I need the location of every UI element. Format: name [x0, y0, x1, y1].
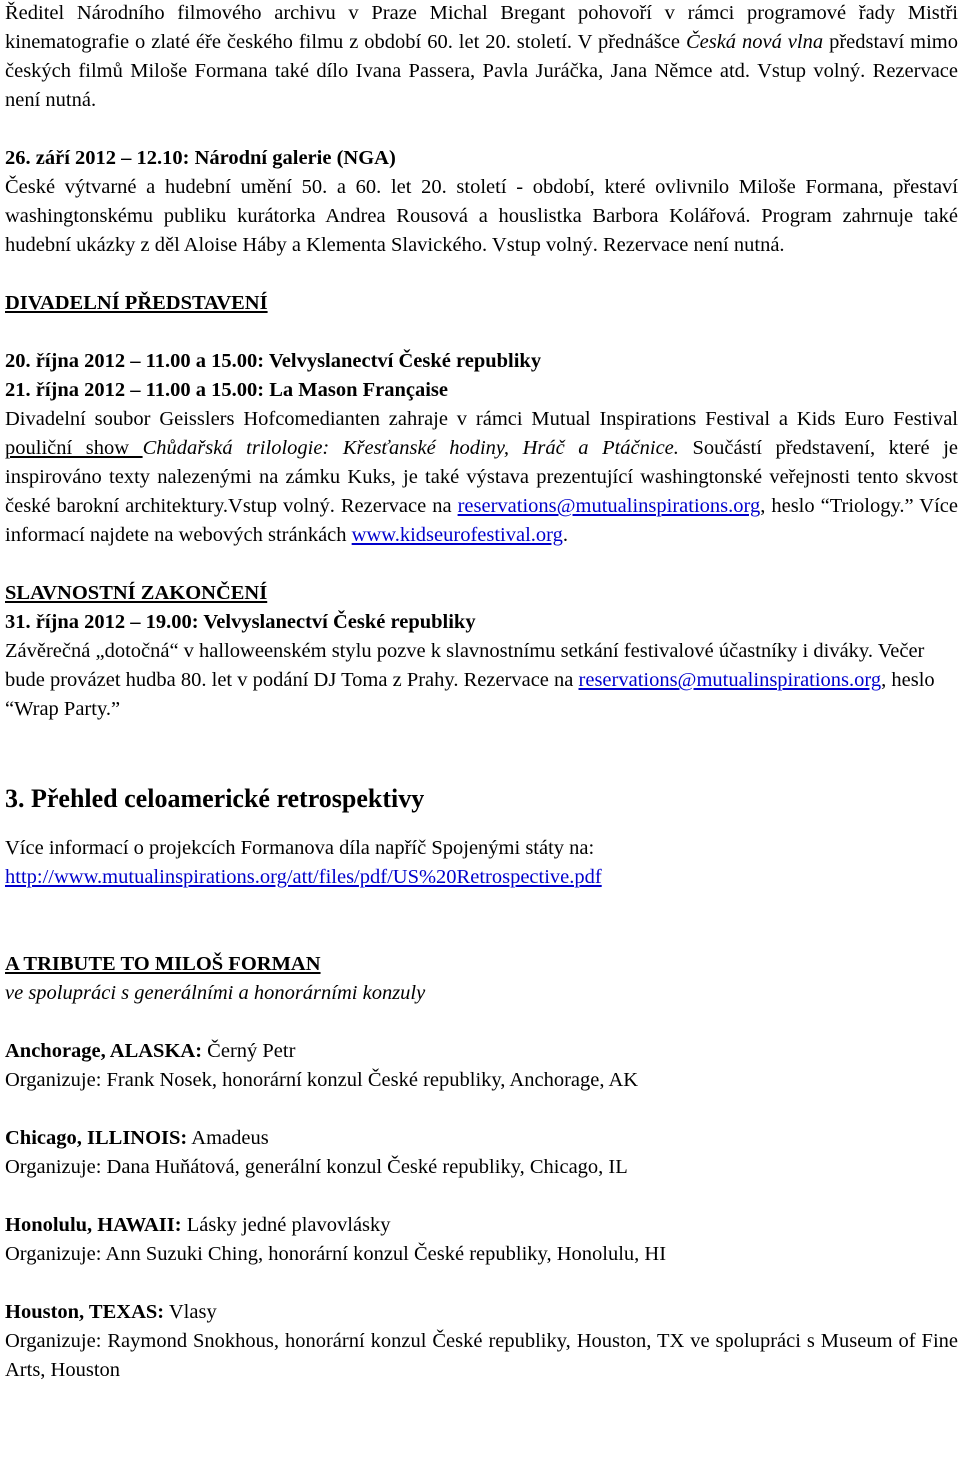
city-organizer: Organizuje: Frank Nosek, honorární konzul České republiky, Anchorage, AK	[5, 1069, 639, 1091]
kidseurofestival-link[interactable]: www.kidseurofestival.org	[351, 524, 563, 546]
city-organizer: Organizuje: Dana Huňátová, generální konzul České republiky, Chicago, IL	[5, 1156, 628, 1178]
city-place: Honolulu, HAWAII:	[5, 1214, 182, 1236]
ngа-event-body: České výtvarné a hudební umění 50. a 60. let 20. století - období, které ovlivnilo Miloše Formana, přestaví washingtonskému publiku kurátorka Andrea Rousová a houslistka Barbora Kolářová. Program zahrnuje také hudební ukázky z děl Aloise Háby a Klementa Slavického. Vstup volný. Rezervace není nutná.	[5, 176, 958, 256]
city-film: Amadeus	[187, 1127, 269, 1149]
city-film: Lásky jedné plavovlásky	[181, 1214, 391, 1236]
theatre-body	[5, 405, 958, 550]
theatre-body-b: pouliční show	[5, 437, 143, 459]
theatre-date-2: 21. října 2012 – 11.00 a 15.00: La Mason Française	[5, 379, 449, 401]
city-organizer: Organizuje: Raymond Snokhous, honorární konzul České republiky, Houston, TX ve spolupráci s Museum of Fine Arts, Houston	[5, 1330, 958, 1381]
tribute-title: A TRIBUTE TO MILOŠ FORMAN	[5, 953, 321, 975]
overview-url-line	[5, 863, 958, 892]
closing-email-link[interactable]: reservations@mutualinspirations.org	[578, 669, 882, 691]
tribute-subtitle: ve spolupráci s generálními a honorárními konzuly	[5, 982, 426, 1004]
theatre-email-link[interactable]: reservations@mutualinspirations.org	[457, 495, 761, 517]
intro-text-2: představí mimo českých filmů Miloše Formana také dílo Ivana Passera, Pavla Juráčka, Jana Němce atd. Vstup volný. Rezervace není nutná.	[5, 31, 959, 111]
theatre-body-d: , heslo “Triology.” Více informací najdete na webových stránkách	[5, 495, 958, 546]
intro-text-1: Ředitel Národního filmového archivu v Praze Michal Bregant pohovoří v rámci programové řady Mistři kinematografie o zlaté éře českého filmu z období 60. let 20. století. V přednášce	[5, 2, 958, 53]
closing-date: 31. října 2012 – 19.00: Velvyslanectví České republiky	[5, 611, 476, 633]
overview-body: Více informací o projekcích Formanova díla napříč Spojenými státy na:	[5, 837, 595, 859]
theatre-show-title: Chůdařská trilologie: Křesťanské hodiny, Hráč a Ptáčnice.	[142, 437, 679, 459]
city-place: Chicago, ILLINOIS:	[5, 1127, 188, 1149]
theatre-section-title: DIVADELNÍ PŘEDSTAVENÍ	[5, 292, 268, 314]
closing-body-a: Závěrečná „dotočná“ v halloweenském stylu pozve k slavnostnímu setkání festivalové účastníky i diváky. Večer bude provázet hudba 80. let v podání DJ Toma z Prahy. Rezervace na	[5, 640, 925, 691]
theatre-body-a: Divadelní soubor Geisslers Hofcomedianten zahraje v rámci Mutual Inspirations Festival a Kids Euro Festival	[5, 408, 958, 430]
closing-body	[5, 637, 958, 724]
city-line	[5, 1298, 958, 1327]
document-page	[5, 0, 958, 1385]
city-place: Houston, TEXAS:	[5, 1301, 165, 1323]
theatre-body-c: Součástí představení, které je inspirováno texty nalezenými na zámku Kuks, je také výstava prezentující washingtonské veřejnosti tento skvost české barokní architektury.Vstup volný. Rezervace na	[5, 437, 959, 517]
ngа-event-heading: 26. září 2012 – 12.10: Národní galerie (NGA)	[5, 147, 396, 169]
overview-title: 3. Přehled celoamerické retrospektivy	[5, 784, 425, 813]
tribute-city-houston	[5, 1298, 958, 1385]
closing-body-b: , heslo “Wrap Party.”	[5, 669, 935, 720]
city-film: Černý Petr	[202, 1040, 296, 1062]
city-film: Vlasy	[164, 1301, 217, 1323]
theatre-date-1: 20. října 2012 – 11.00 a 15.00: Velvyslanectví České republiky	[5, 350, 542, 372]
tribute-city-chicago	[5, 1124, 958, 1182]
city-line	[5, 1124, 958, 1153]
theatre-body-e: .	[562, 524, 569, 546]
city-line	[5, 1037, 958, 1066]
city-place: Anchorage, ALASKA:	[5, 1040, 203, 1062]
closing-section-title: SLAVNOSTNÍ ZAKONČENÍ	[5, 582, 268, 604]
tribute-city-honolulu	[5, 1211, 958, 1269]
intro-italic-title: Česká nová vlna	[685, 31, 824, 53]
retrospective-pdf-link[interactable]: http://www.mutualinspirations.org/att/files/pdf/US%20Retrospective.pdf	[5, 866, 602, 888]
city-line	[5, 1211, 958, 1240]
city-organizer: Organizuje: Ann Suzuki Ching, honorární konzul České republiky, Honolulu, HI	[5, 1243, 667, 1265]
intro-paragraph	[5, 0, 958, 115]
tribute-city-anchorage	[5, 1037, 958, 1095]
